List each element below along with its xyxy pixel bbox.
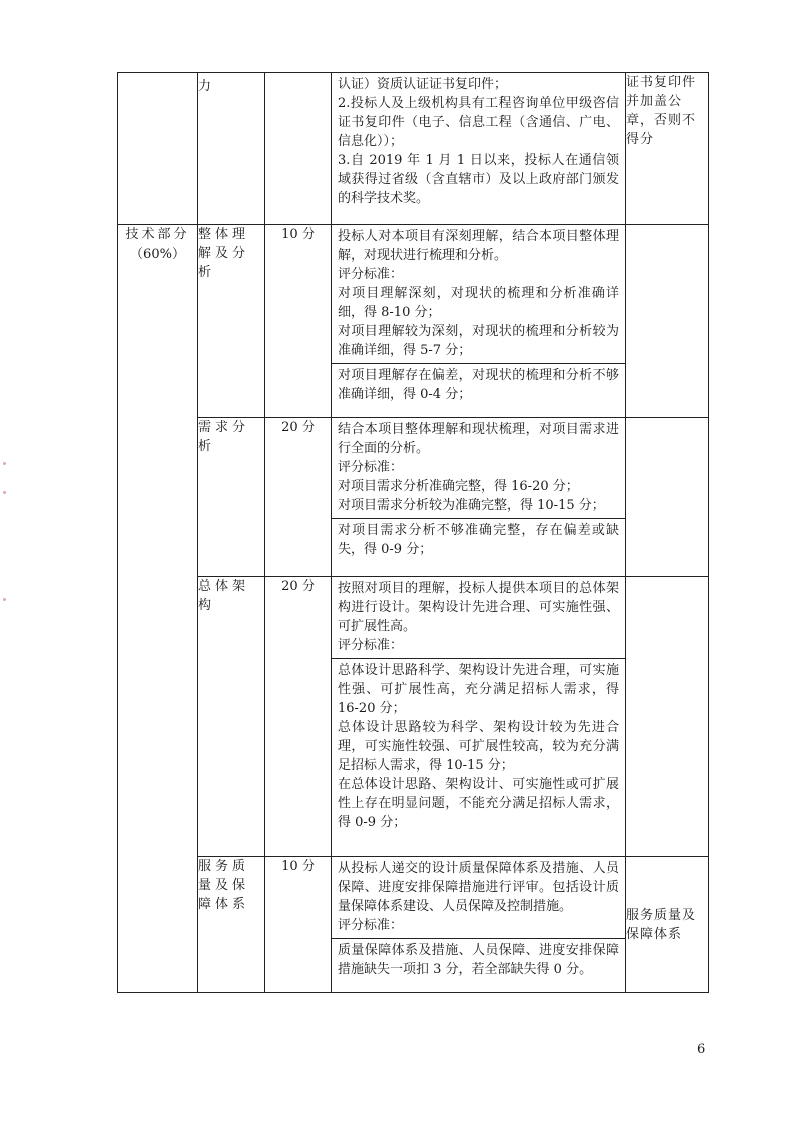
scan-mark <box>3 462 6 465</box>
criteria-text: 投标人对本项目有深刻理解，结合本项目整体理解，对现状进行梳理和分析。 评分标准： 对项目理解深刻，对现状的梳理和分析准确详细，得 8-10 分； 对项目理解较为深刻，对现状的梳理和分析较为准确详细，得 5-7 分； <box>338 229 619 358</box>
note-cell: 证书复印件并加盖公章，否则不得分 <box>626 73 709 225</box>
score-cell: 20 分 <box>265 577 332 857</box>
category-cell-empty <box>118 73 198 225</box>
item-name-cell: 总体架构 <box>198 577 265 857</box>
page-number: 6 <box>697 1042 706 1057</box>
criteria-text: 认证）资质认证证书复印件； 2.投标人及上级机构具有工程咨询单位甲级咨信证书复印件（电子、信息工程（含通信、广电、信息化））； 3.自 2019 年 1 月 1 日以来，投标人在通信领域获得过省级（含直辖市）及以上政府部门颁发的科学技术奖。 <box>338 77 619 206</box>
item-name-cell: 力 <box>198 73 265 225</box>
category-name: 技术部分 <box>125 227 190 242</box>
criteria-text: 对项目需求分析不够准确完整，存在偏差或缺失，得 0-9 分； <box>332 518 625 562</box>
criteria-cell <box>332 577 626 857</box>
scoring-table <box>117 72 709 993</box>
table-row <box>118 577 709 857</box>
criteria-text: 质量保障体系及措施、人员保障、进度安排保障措施缺失一项扣 3 分，若全部缺失得 0 分。 <box>332 938 625 982</box>
criteria-text: 结合本项目整体理解和现状梳理，对项目需求进行全面的分析。 评分标准： 对项目需求分析准确完整，得 16-20 分； 对项目需求分析较为准确完整，得 10-15 分； <box>338 422 619 513</box>
table-row <box>118 857 709 993</box>
item-name-cell: 服务质量及保障体系 <box>198 857 265 993</box>
item-name-cell: 整体理解及分析 <box>198 225 265 418</box>
category-weight: （60%） <box>130 247 185 262</box>
table-row <box>118 418 709 577</box>
scan-mark <box>3 598 6 601</box>
note-cell <box>626 225 709 418</box>
criteria-text: 总体设计思路科学、架构设计先进合理，可实施性强、可扩展性高，充分满足招标人需求，得 16-20 分； 总体设计思路较为科学、架构设计较为先进合理，可实施性较强、可扩展性较高，较为充分满足招标人需求，得 10-15 分； 在总体设计思路、架构设计、可实施性或可扩展性上存在明显问题，不能充分满足招标人需求，得 0-9 分； <box>332 658 625 835</box>
criteria-cell <box>332 225 626 418</box>
criteria-cell <box>332 418 626 577</box>
note-cell <box>626 418 709 577</box>
table-row <box>118 225 709 418</box>
criteria-text: 对项目理解存在偏差，对现状的梳理和分析不够准确详细，得 0-4 分； <box>332 363 625 407</box>
note-cell: 服务质量及保障体系 <box>626 857 709 993</box>
score-cell: 10 分 <box>265 857 332 993</box>
table-row <box>118 73 709 225</box>
score-cell-empty <box>265 73 332 225</box>
criteria-cell <box>332 857 626 993</box>
scan-mark <box>3 491 6 494</box>
score-cell: 20 分 <box>265 418 332 577</box>
note-cell <box>626 577 709 857</box>
category-cell <box>118 225 198 993</box>
criteria-text: 按照对项目的理解，投标人提供本项目的总体架构进行设计。架构设计先进合理、可实施性强、可扩展性高。 评分标准： <box>338 581 619 653</box>
score-cell: 10 分 <box>265 225 332 418</box>
criteria-text: 从投标人递交的设计质量保障体系及措施、人员保障、进度安排保障措施进行评审。包括设计质量保障体系建设、人员保障及控制措施。 评分标准： <box>338 861 619 933</box>
item-name-cell: 需求分析 <box>198 418 265 577</box>
criteria-cell <box>332 73 626 225</box>
